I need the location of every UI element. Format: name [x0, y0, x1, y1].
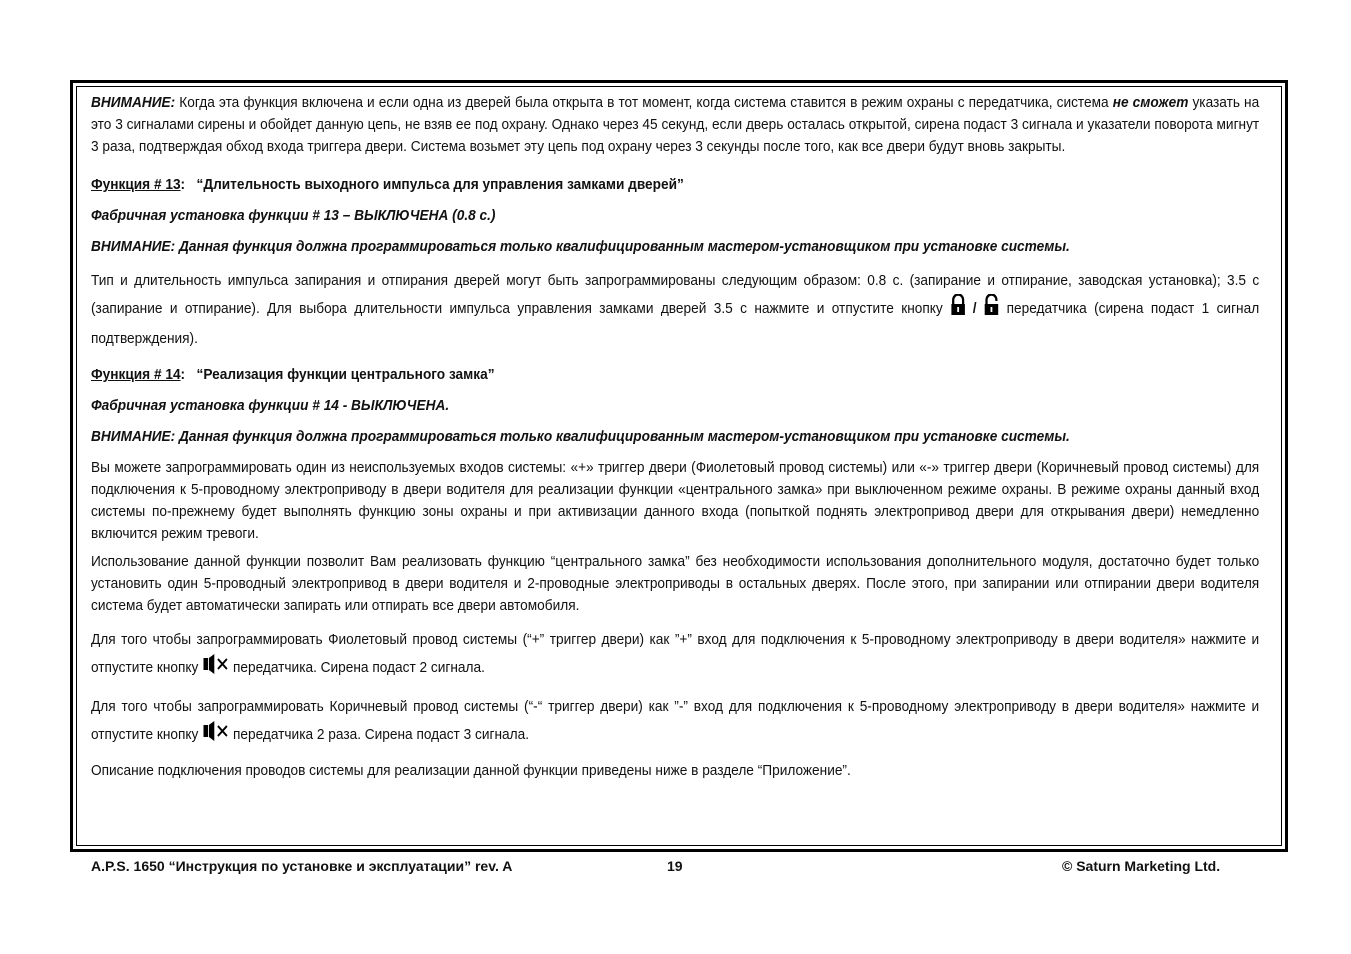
lock-closed-icon	[950, 294, 965, 325]
function-13-body-text-2: передатчика (сирена подаст 1 сигнал подтверждения).	[91, 300, 1260, 347]
siren-mute-icon	[202, 653, 229, 684]
function-14-colon: :	[180, 366, 186, 383]
warning-paragraph	[91, 92, 1259, 158]
function-14-paragraph-3	[91, 626, 1259, 684]
function-13-colon: :	[180, 176, 186, 193]
warning-emphasis: не сможет	[1112, 94, 1189, 111]
function-13-body-text: Тип и длительность импульса запирания и отпирания дверей могут быть запрограммированы следующим образом: 0.8 с. (запирание и отпирание, заводская установка); 3.5 с (запирание и отпирание). Для выбора длительности импульса управления замками дверей 3.5 с нажмите и отпустите кнопку	[91, 272, 1260, 317]
function-14-warning: ВНИМАНИЕ: Данная функция должна программироваться только квалифицированным мастером-установщиком при установке системы.	[91, 428, 1070, 445]
function-14-paragraph-5: Описание подключения проводов системы для реализации данной функции приведены ниже в разделе “Приложение”.	[91, 762, 851, 779]
function-14-factory: Фабричная установка функции # 14 - ВЫКЛЮЧЕНА.	[91, 397, 450, 414]
function-13-warning: ВНИМАНИЕ: Данная функция должна программироваться только квалифицированным мастером-установщиком при установке системы.	[91, 238, 1070, 255]
function-14-paragraph-1: Вы можете запрограммировать один из неиспользуемых входов системы: «+» триггер двери (Фиолетовый провод системы) или «-» триггер двери (Коричневый провод системы) для подключения к 5-проводному электроприводу в двери водителя для реализации функции «центрального замка» при выключенном режиме охраны. В режиме охраны данный вход системы по-прежнему будет выполнять функцию зоны охраны и при активизации данного входа (попыткой поднять электропривод двери для открывания двери) немедленно включится режим тревоги.	[91, 459, 1260, 542]
function-14-title: “Реализация функции центрального замка”	[196, 366, 495, 383]
siren-mute-icon	[202, 720, 229, 751]
function-14-p4-text: Для того чтобы запрограммировать Коричневый провод системы (“-“ триггер двери) как ”-” вход для подключения к 5-проводному электроприводу в двери водителя» нажмите и отпустите кнопку	[91, 698, 1260, 743]
function-14-p3-text-2: передатчика. Сирена подаст 2 сигнала.	[229, 659, 485, 676]
function-13-body	[91, 267, 1259, 352]
function-14-p4-text-2: передатчика 2 раза. Сирена подаст 3 сигнала.	[229, 726, 530, 743]
page-content	[91, 92, 1259, 782]
lock-open-icon	[984, 294, 999, 325]
function-13-slash: /	[965, 300, 984, 317]
function-13-number: Функция # 13	[91, 176, 181, 193]
warning-label: ВНИМАНИЕ:	[91, 94, 176, 111]
function-13-title: “Длительность выходного импульса для управления замками дверей”	[196, 176, 684, 193]
function-14-number: Функция # 14	[91, 366, 181, 383]
function-13-heading	[91, 174, 1259, 196]
function-13-factory: Фабричная установка функции # 13 – ВЫКЛЮЧЕНА (0.8 с.)	[91, 207, 496, 224]
warning-text: Когда эта функция включена и если одна из дверей была открыта в тот момент, когда система ставится в режим охраны с передатчика, система	[175, 94, 1113, 111]
page-number: 19	[667, 858, 683, 874]
warning-text-2: указать на это 3 сигналами сирены и обойдет данную цепь, не взяв ее под охрану. Однако через 45 секунд, если дверь осталась открытой, сирена подаст 3 сигнала и указатели поворота мигнут 3 раза, подтверждая обход входа триггера двери. Система возьмет эту цепь под охрану через 3 секунды после того, как все двери будут вновь закрыты.	[91, 94, 1260, 155]
function-14-paragraph-2: Использование данной функции позволит Вам реализовать функцию “центрального замка” без необходимости использования дополнительного модуля, достаточно будет только установить один 5-проводный электропривод в двери водителя и 2-проводные электроприводы в остальных дверях. После этого, при запирании или отпирании двери водителя система будет автоматически запирать или отпирать все двери автомобиля.	[91, 553, 1260, 614]
function-14-heading	[91, 364, 1259, 386]
function-14-p3-text: Для того чтобы запрограммировать Фиолетовый провод системы (“+” триггер двери) как ”+” вход для подключения к 5-проводному электроприводу в двери водителя» нажмите и отпустите кнопку	[91, 631, 1260, 676]
footer-title: A.P.S. 1650 “Инструкция по установке и эксплуатации” rev. A	[91, 858, 513, 874]
function-14-paragraph-4	[91, 693, 1259, 751]
footer-copyright: © Saturn Marketing Ltd.	[1062, 858, 1221, 874]
